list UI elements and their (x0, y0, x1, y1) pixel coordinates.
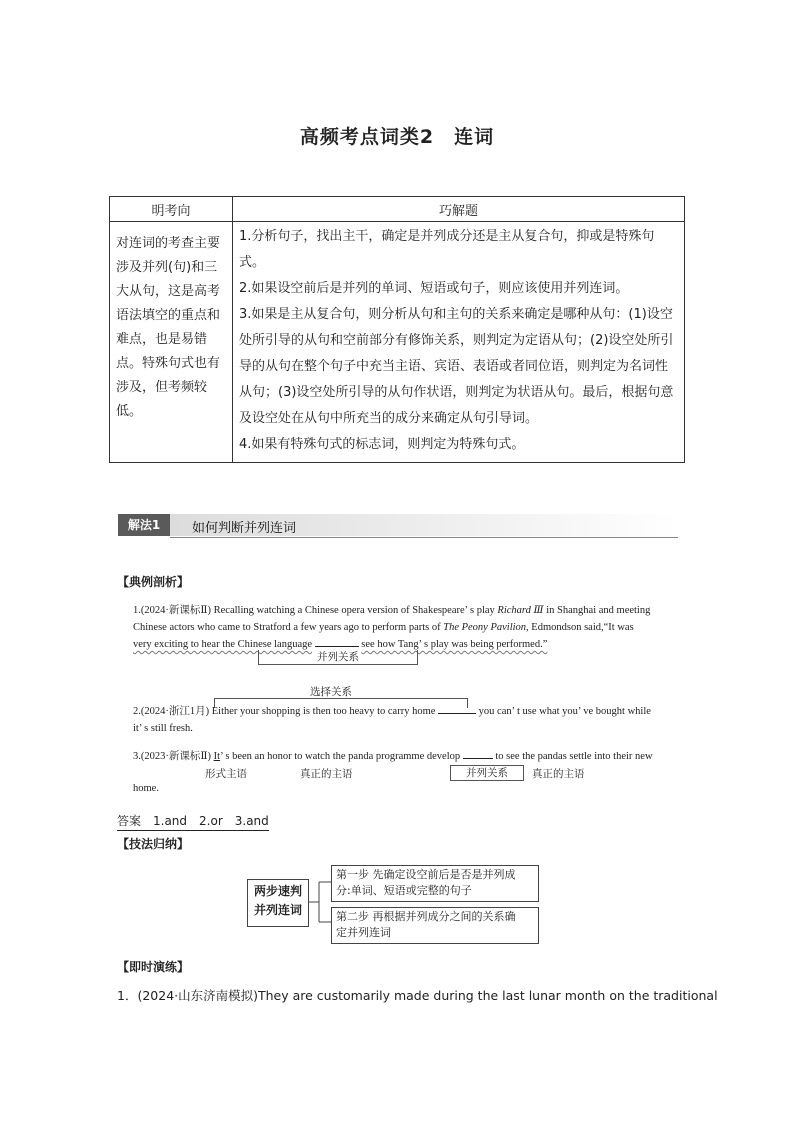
note-choice: 选择关系 (310, 686, 352, 698)
table-header-right: 巧解题 (233, 197, 685, 222)
text-span: you can’ t use what you’ ve bought while (478, 706, 651, 717)
example-3-line-1 (133, 748, 678, 765)
text-span: ’ s been an honor to watch the panda programme develop (220, 751, 461, 762)
tip-item: 1.分析句子，找出主干，确定是并列成分还是主从复合句，抑或是特殊句式。 (239, 229, 655, 270)
text-span: , Edmondson said,“It was (526, 622, 634, 633)
example-2-line-1 (133, 703, 678, 720)
example-3 (133, 748, 678, 765)
section-analysis: 【典例剖析】 (117, 575, 190, 589)
banner-underline (170, 537, 678, 538)
note-formal-subject: 形式主语 (205, 768, 247, 780)
example-3-line-2: home. (133, 783, 159, 794)
text-span: in Shanghai and meeting (543, 605, 651, 616)
diagram-connector (309, 872, 333, 932)
exercise-text: (2024·山东济南模拟)They are customarily made during the last lunar month on the traditional (137, 988, 718, 1003)
note-parallel-1: 并列关系 (258, 650, 418, 665)
tip-item: 2.如果设空前后是并列的单词、短语或句子，则应该使用并列连词。 (239, 281, 629, 296)
note-real-subject-2: 真正的主语 (532, 768, 585, 780)
table-header-left: 明考向 (110, 197, 233, 222)
formal-subject-word: It (213, 751, 221, 762)
text-span: to see the pandas settle into their new (495, 751, 653, 762)
play-title: The Peony Pavilion (443, 622, 527, 633)
tip-item: 4.如果有特殊句式的标志词，则判定为特殊句式。 (239, 437, 525, 452)
example-2-line-2: it’ s still fresh. (133, 723, 193, 734)
exercise-number: 1． (117, 988, 138, 1003)
diagram-step-line: 分:单词、短语或完整的句子 (336, 884, 472, 897)
section-summary: 【技法归纳】 (117, 837, 190, 851)
method-label: 如何判断并列连词 (192, 521, 297, 536)
note-parallel-3: 并列关系 (450, 765, 524, 781)
answer-blank (438, 703, 476, 714)
exam-focus-text: 对连词的考查主要涉及并列(句)和三大从句，这是高考语法填空的重点和难点，也是易错点。特殊句式也有涉及，但考频较低。 (110, 222, 233, 463)
diagram-step-line: 第二步 再根据并列成分之间的关系确 (336, 910, 516, 923)
guide-table (109, 196, 685, 463)
text-span: 1.(2024·新课标Ⅱ) Recalling watching a Chinese opera version of Shakespeare’ s play (133, 605, 498, 616)
diagram-step-line: 定并列连词 (336, 926, 391, 939)
diagram-step-line: 第一步 先确定设空前后是否是并列成 (336, 868, 516, 881)
diagram-step-1 (331, 865, 539, 902)
text-span: Chinese actors who came to Stratford a few years ago to perform parts of (133, 622, 444, 633)
answer-blank (463, 748, 493, 759)
example-1-line-1 (133, 602, 678, 619)
diagram-main-line: 两步速判 (253, 884, 302, 898)
underlined-phrase: see how Tang’ s play was being performed.” (361, 639, 548, 650)
example-1-line-2 (133, 619, 678, 636)
page-title: 高频考点词类2 连词 (299, 126, 495, 148)
play-title: Richard Ⅲ (497, 605, 544, 616)
exercise-1 (117, 986, 718, 1004)
text-span: 2.(2024·浙江1月) Either your shopping is then too heavy to carry home (133, 706, 436, 717)
solution-tips (233, 222, 685, 463)
underlined-phrase: very exciting to hear the Chinese language (133, 639, 313, 650)
answer-blank (315, 636, 359, 647)
answer-line: 答案 1.and 2.or 3.and (117, 812, 269, 831)
text-span: 3.(2023·新课标Ⅱ) (133, 751, 214, 762)
diagram-step-2 (331, 907, 539, 944)
tip-item: 3.如果是主从复合句，则分析从句和主句的关系来确定是哪种从句：(1)设空处所引导的从句和空前部分有修饰关系，则判定为定语从句；(2)设空处所引导的从句在整个句子中充当主语、宾语、表语或者同位语，则判定为名词性从句；(3)设空处所引导的从句作状语，则判定为状语从句。最后，根据句意及设空处在从句中所充当的成分来确定从句引导词。 (239, 307, 674, 426)
diagram-main-line: 并列连词 (253, 903, 302, 917)
method-banner (118, 514, 678, 540)
method-tag: 解法1 (118, 514, 170, 536)
section-practice: 【即时演练】 (117, 960, 190, 974)
example-2 (133, 703, 678, 737)
example-1 (133, 602, 678, 653)
note-real-subject: 真正的主语 (300, 768, 353, 780)
diagram-main-box (247, 879, 309, 927)
